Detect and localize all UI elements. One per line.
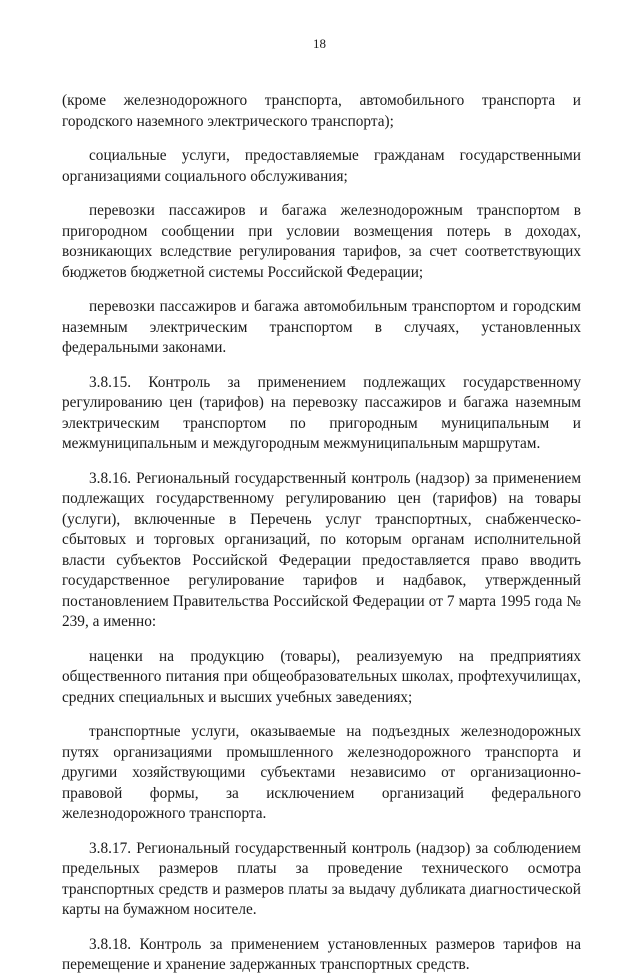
paragraph-continuation: (кроме железнодорожного транспорта, автомобильного транспорта и городского наземного электрического транспорта); [62,92,581,130]
paragraph-rail-suburban: перевозки пассажиров и багажа железнодорожным транспортом в пригородном сообщении при условии возмещения потерь в доходах, возникающих вследствие регулирования тарифов, за счет соответствующих бюджетов бюджетной системы Российской Федерации; [62,202,581,281]
paragraph-transport-services: транспортные услуги, оказываемые на подъездных железнодорожных путях организациями промышленного железнодорожного транспорта и другими хозяйствующими субъектами независимо от организационно-правовой формы, за исключением организаций федерального железнодорожного транспорта. [62,723,581,822]
paragraph-auto-transport: перевозки пассажиров и багажа автомобильным транспортом и городским наземным электрическим транспортом в случаях, установленных федеральными законами. [62,298,581,356]
document-body [62,91,581,976]
paragraph-3-8-15: 3.8.15. Контроль за применением подлежащих государственному регулированию цен (тарифов) на перевозку пассажиров и багажа наземным электрическим транспортом по пригородным муниципальным и межмуниципальным и междугородным межмуниципальным маршрутам. [62,373,581,452]
paragraph-3-8-17: 3.8.17. Региональный государственный контроль (надзор) за соблюдением предельных размеров платы за проведение технического осмотра транспортных средств и размеров платы за выдачу дубликата диагностической карты на бумажном носителе. [62,839,581,918]
paragraph-social-services: социальные услуги, предоставляемые гражданам государственными организациями социального обслуживания; [62,147,581,185]
paragraph-markups: наценки на продукцию (товары), реализуемую на предприятиях общественного питания при общеобразовательных школах, профтехучилищах, средних специальных и высших учебных заведениях; [62,647,581,706]
paragraph-3-8-16: 3.8.16. Региональный государственный контроль (надзор) за применением подлежащих государственному регулированию цен (тарифов) на товары (услуги), включенные в Перечень услуг транспортных, снабженческо-сбытовых и торговых организаций, по которым органам исполнительной власти субъектов Российской Федерации предоставляется право вводить государственное регулирование тарифов и надбавок, утвержденный постановлением Правительства Российской Федерации от 7 марта 1995 года № 239, а именно: [62,469,581,630]
page-number: 18 [313,36,326,51]
paragraph-3-8-18: 3.8.18. Контроль за применением установленных размеров тарифов на перемещение и хранение задержанных транспортных средств. [62,935,581,973]
